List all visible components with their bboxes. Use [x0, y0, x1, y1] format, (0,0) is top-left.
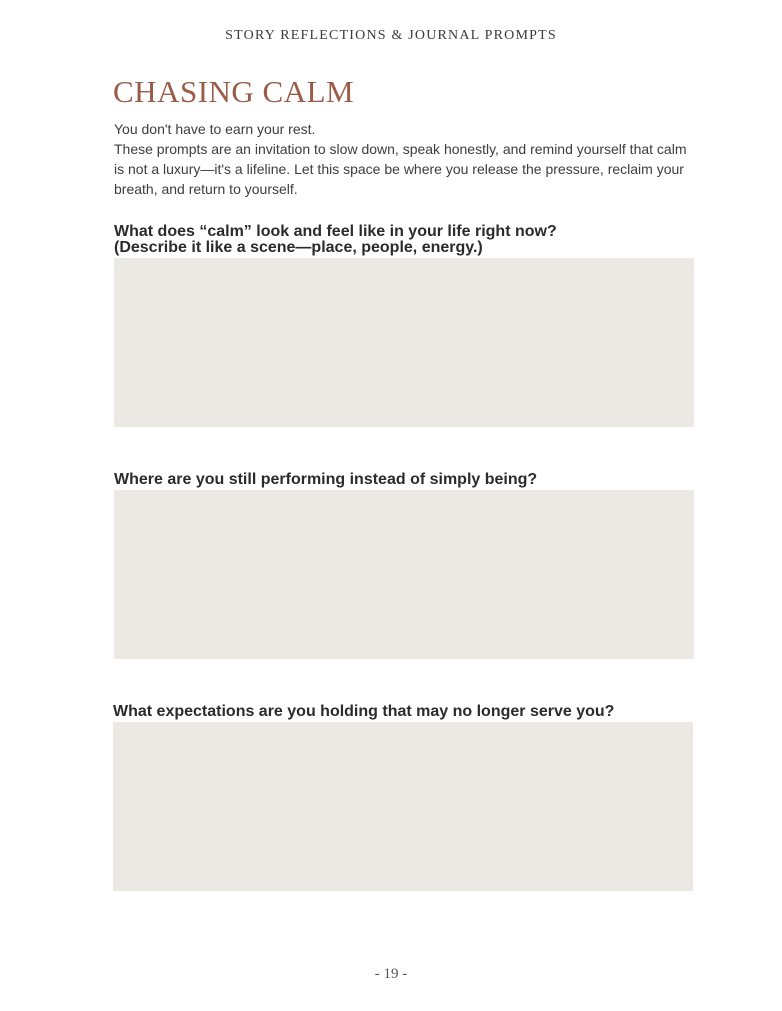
intro-text	[114, 119, 694, 199]
answer-box-performing[interactable]	[114, 490, 694, 659]
prompt-question: Where are you still performing instead of simply being?	[114, 471, 538, 488]
prompt-question: What does “calm” look and feel like in your life right now?	[114, 223, 557, 240]
answer-box-calm[interactable]	[114, 258, 694, 427]
page-title: CHASING CALM	[113, 74, 355, 109]
page-number: - 19 -	[374, 966, 408, 982]
prompt-label-calm	[114, 224, 704, 256]
prompt-subquestion: (Describe it like a scene—place, people, energy.)	[114, 239, 483, 256]
intro-line-invitation: These prompts are an invitation to slow down, speak honestly, and remind yourself that calm is not a luxury—it's a lifeline. Let this space be where you release the pressure, reclaim your breath, and return to yourself.	[114, 141, 687, 197]
prompt-label-performing	[114, 472, 704, 488]
prompt-label-expectations	[113, 704, 703, 720]
intro-line-rest: You don't have to earn your rest.	[114, 121, 316, 137]
prompt-question: What expectations are you holding that may no longer serve you?	[113, 703, 615, 720]
answer-box-expectations[interactable]	[113, 722, 693, 891]
running-header: STORY REFLECTIONS & JOURNAL PROMPTS	[225, 28, 557, 43]
